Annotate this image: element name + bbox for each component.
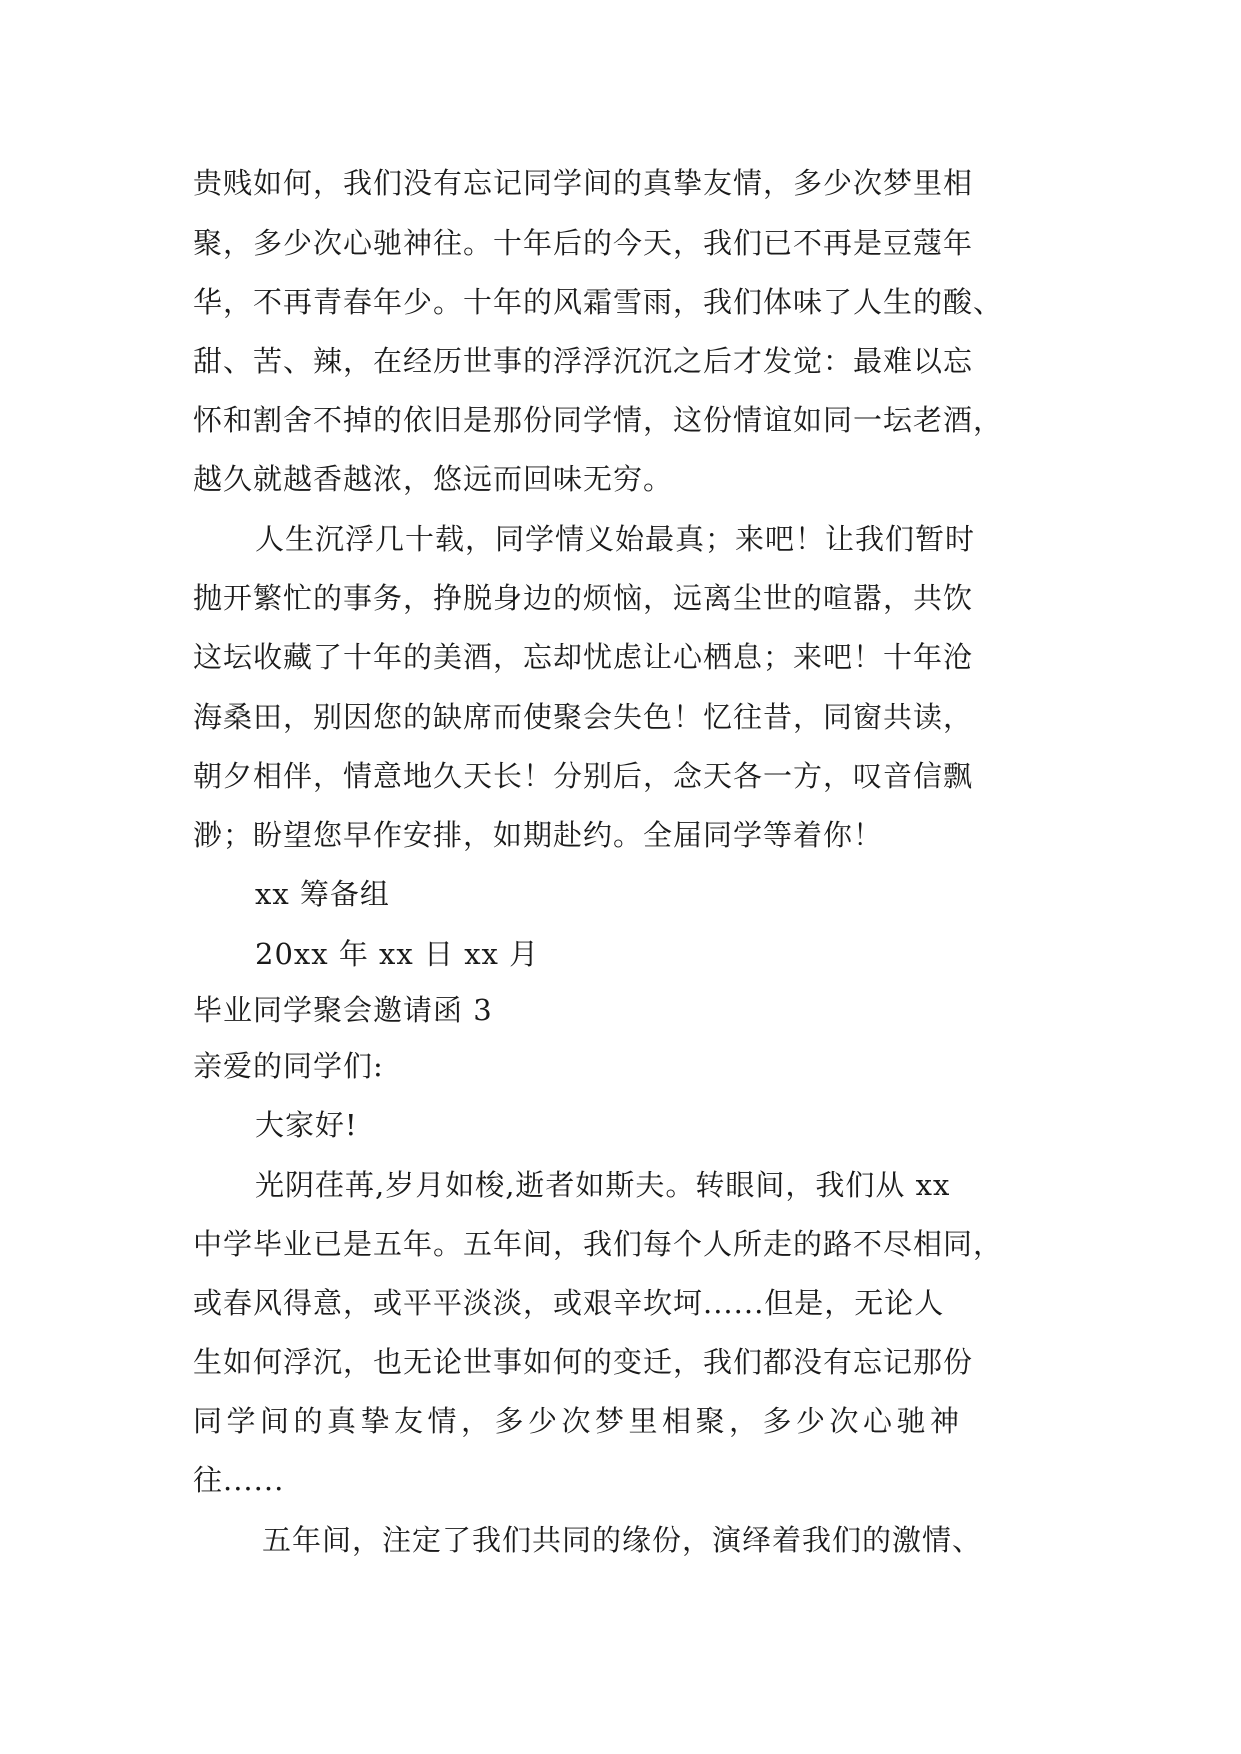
text-line: 华，不再青春年少。十年的风霜雪雨，我们体味了人生的酸、 xyxy=(193,285,1004,319)
text-line: 抛开繁忙的事务，挣脱身边的烦恼，远离尘世的喧嚣，共饮 xyxy=(193,581,974,615)
section-title: 毕业同学聚会邀请函 3 xyxy=(193,993,493,1027)
greeting: 大家好! xyxy=(255,1108,358,1142)
salutation: 亲爱的同学们: xyxy=(193,1049,384,1083)
text-line: 朝夕相伴，情意地久天长！分别后，念天各一方，叹音信飘 xyxy=(193,759,974,793)
text-line: 同学间的真挚友情，多少次梦里相聚，多少次心驰神 xyxy=(193,1404,964,1438)
text-line: 聚，多少次心驰神往。十年后的今天，我们已不再是豆蔻年 xyxy=(193,226,974,260)
paragraph-first-line: 五年间，注定了我们共同的缘份，演绎着我们的激情、 xyxy=(262,1523,983,1557)
signature-date: 20xx 年 xx 日 xx 月 xyxy=(255,937,540,971)
text-line: 中学毕业已是五年。五年间，我们每个人所走的路不尽相同， xyxy=(193,1227,1004,1261)
text-line: 往...... xyxy=(193,1463,285,1497)
text-line: 贵贱如何，我们没有忘记同学间的真挚友情，多少次梦里相 xyxy=(193,166,974,200)
text-line: 越久就越香越浓，悠远而回味无穷。 xyxy=(193,462,674,496)
text-line: 怀和割舍不掉的依旧是那份同学情，这份情谊如同一坛老酒， xyxy=(193,403,1004,437)
text-line: 甜、苦、辣，在经历世事的浮浮沉沉之后才发觉：最难以忘 xyxy=(193,344,974,378)
text-line: 这坛收藏了十年的美酒，忘却忧虑让心栖息；来吧！十年沧 xyxy=(193,640,974,674)
text-line: 生如何浮沉，也无论世事如何的变迁，我们都没有忘记那份 xyxy=(193,1345,974,1379)
paragraph-first-line: 人生沉浮几十载，同学情义始最真；来吧！让我们暂时 xyxy=(255,522,976,556)
text-line: 渺；盼望您早作安排，如期赴约。全届同学等着你！ xyxy=(193,818,884,852)
signature-organizer: xx 筹备组 xyxy=(255,877,390,911)
text-line: 海桑田，别因您的缺席而使聚会失色！忆往昔，同窗共读， xyxy=(193,700,974,734)
paragraph-first-line: 光阴荏苒,岁月如梭,逝者如斯夫。转眼间，我们从 xx xyxy=(255,1168,951,1202)
text-line: 或春风得意，或平平淡淡，或艰辛坎坷......但是，无论人 xyxy=(193,1286,945,1320)
